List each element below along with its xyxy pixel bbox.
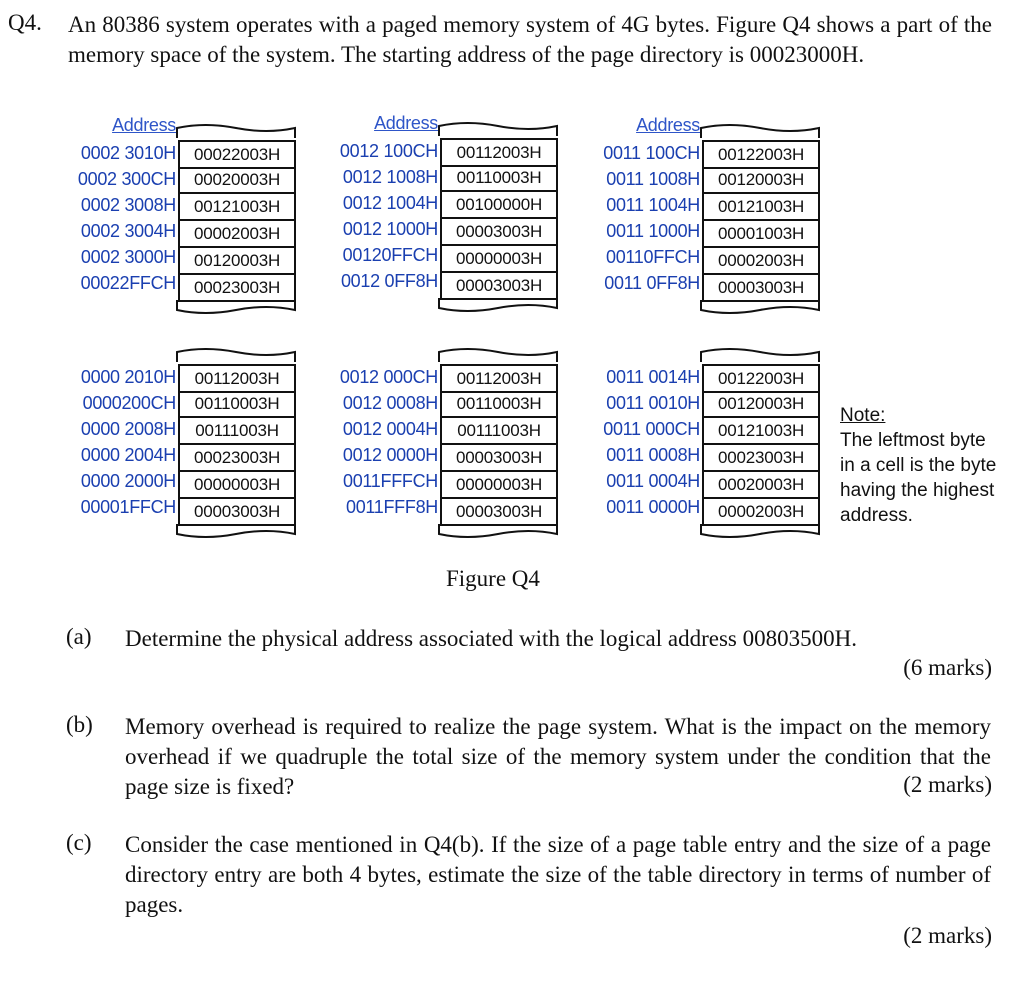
address-label: 0011 1008H (606, 169, 700, 189)
part-a-label: (a) (66, 624, 92, 649)
memory-cell: 00003003H (440, 499, 558, 526)
address-label: 0000 2004H (80, 445, 176, 465)
memory-cell: 00020003H (702, 472, 820, 499)
part-b-label: (b) (66, 712, 93, 737)
figure-caption: Figure Q4 (446, 566, 540, 591)
memory-cell: 00023003H (178, 445, 296, 472)
address-label: 0012 100CH (339, 141, 438, 161)
address-label: 0011FFFCH (343, 471, 438, 491)
address-label: 0011 0FF8H (604, 273, 700, 293)
address-header: Address (374, 113, 438, 133)
memory-cell: 00003003H (440, 445, 558, 472)
memory-break-bottom (437, 298, 559, 314)
memory-cell: 00122003H (702, 140, 820, 169)
memory-cell: 00120003H (702, 167, 820, 194)
memory-break-top (175, 124, 297, 140)
memory-cell: 00003003H (178, 499, 296, 526)
memory-cell: 00023003H (702, 445, 820, 472)
memory-cell: 00002003H (702, 499, 820, 526)
memory-cell: 00120003H (178, 248, 296, 275)
memory-cell: 00111003H (178, 418, 296, 445)
part-c-marks: (2 marks) (903, 923, 992, 948)
memory-cell: 00002003H (702, 248, 820, 275)
memory-break-bottom (699, 300, 821, 316)
address-label: 0012 1000H (342, 219, 438, 239)
address-label: 00110FFCH (605, 247, 700, 267)
memory-cell: 00001003H (702, 221, 820, 248)
memory-cell: 00002003H (178, 221, 296, 248)
question-text: An 80386 system operates with a paged memory system of 4G bytes. Figure Q4 shows a part of the memory space of the system. The starting address of the page directory is 00023000H. (68, 12, 992, 67)
address-label: 0011 000CH (603, 419, 700, 439)
address-label: 0000 2008H (80, 419, 176, 439)
memory-cell: 00110003H (440, 165, 558, 192)
address-label: 0012 0008H (342, 393, 438, 413)
note-title: Note: (840, 405, 886, 426)
address-header: Address (636, 115, 700, 135)
memory-cell: 00111003H (440, 418, 558, 445)
memory-cell: 00112003H (440, 138, 558, 167)
memory-cell: 00121003H (178, 194, 296, 221)
address-label: 0002 300CH (77, 169, 176, 189)
memory-cell: 00003003H (702, 275, 820, 302)
figure-note (840, 403, 1000, 528)
address-label: 0012 0004H (342, 419, 438, 439)
memory-cell: 00100000H (440, 192, 558, 219)
memory-break-top (175, 348, 297, 364)
address-label: 00001FFCH (80, 497, 176, 517)
memory-break-bottom (175, 300, 297, 316)
part-c-text: Consider the case mentioned in Q4(b). If the size of a page table entry and the size of a page directory entry are both 4 bytes, estimate the size of the table directory in terms of number of pages. (125, 832, 991, 917)
memory-cell: 00000003H (440, 246, 558, 273)
address-label: 0000 2000H (80, 471, 176, 491)
address-label: 0011FFF8H (345, 497, 438, 517)
memory-cell: 00121003H (702, 194, 820, 221)
note-text: The leftmost byte in a cell is the byte having the highest address. (840, 430, 997, 526)
address-label: 0011 0000H (606, 497, 700, 517)
memory-break-top (437, 122, 559, 138)
memory-cell: 00121003H (702, 418, 820, 445)
memory-cell: 00003003H (440, 219, 558, 246)
memory-break-top (699, 124, 821, 140)
memory-cell: 00020003H (178, 167, 296, 194)
address-label: 0011 0014H (606, 367, 700, 387)
address-label: 0012 0000H (342, 445, 438, 465)
address-label: 0012 0FF8H (340, 271, 438, 291)
address-label: 0011 1000H (606, 221, 700, 241)
memory-break-bottom (437, 524, 559, 540)
address-label: 0000 2010H (80, 367, 176, 387)
memory-cell: 00023003H (178, 275, 296, 302)
address-label: 0011 0008H (606, 445, 700, 465)
address-label: 00120FFCH (342, 245, 438, 265)
part-a-marks: (6 marks) (903, 655, 992, 680)
part-a-text: Determine the physical address associated with the logical address 00803500H. (125, 626, 857, 651)
memory-cell: 00110003H (440, 391, 558, 418)
memory-cell: 00000003H (440, 472, 558, 499)
memory-cell: 00120003H (702, 391, 820, 418)
question-number: Q4. (8, 10, 42, 35)
part-c-label: (c) (66, 830, 92, 855)
address-label: 00022FFCH (80, 273, 176, 293)
address-label: 0012 1008H (342, 167, 438, 187)
memory-cell: 00022003H (178, 140, 296, 169)
memory-cell: 00112003H (440, 364, 558, 393)
memory-cell: 00122003H (702, 364, 820, 393)
memory-cell: 00003003H (440, 273, 558, 300)
memory-cell: 00112003H (178, 364, 296, 393)
address-label: 0012 000CH (339, 367, 438, 387)
memory-break-bottom (699, 524, 821, 540)
address-label: 0011 0010H (606, 393, 700, 413)
address-label: 0011 1004H (606, 195, 700, 215)
part-b-text: Memory overhead is required to realize the page system. What is the impact on the memory overhead if we quadruple the total size of the memory system under the condition that the page size is fixed? (125, 714, 991, 799)
memory-break-top (699, 348, 821, 364)
address-label: 0002 3010H (80, 143, 176, 163)
address-label: 0002 3004H (80, 221, 176, 241)
address-label: 0011 100CH (603, 143, 700, 163)
part-b-marks: (2 marks) (903, 772, 992, 797)
address-label: 0000200CH (82, 393, 176, 413)
memory-break-bottom (175, 524, 297, 540)
address-header: Address (112, 115, 176, 135)
memory-cell: 00110003H (178, 391, 296, 418)
address-label: 0011 0004H (606, 471, 700, 491)
address-label: 0012 1004H (342, 193, 438, 213)
address-label: 0002 3008H (80, 195, 176, 215)
memory-break-top (437, 348, 559, 364)
memory-cell: 00000003H (178, 472, 296, 499)
address-label: 0002 3000H (80, 247, 176, 267)
